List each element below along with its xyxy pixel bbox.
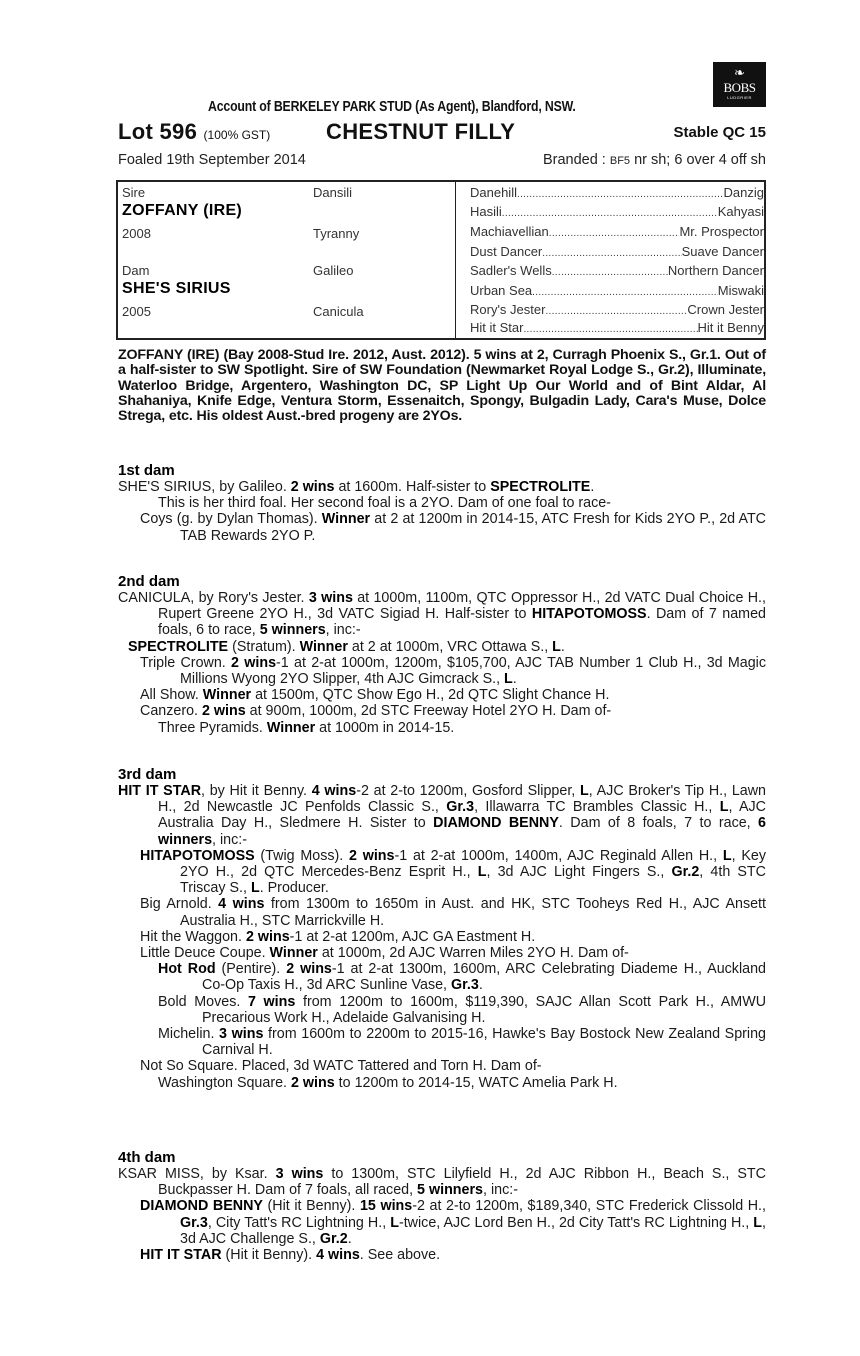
dam-paragraph: CANICULA, by Rory's Jester. 3 wins at 1000m, 1100m, QTC Oppressor H., 2d VATC Dual Choice H., Rupert Greene 2YO H., 3d VATC Sigiad H. Half-sister to HITAPOTOMOSS. Dam of 7 named foals, 6 to race, 5 winners, inc:- xyxy=(118,590,766,639)
progeny-entry: Not So Square. Placed, 3d WATC Tattered and Torn H. Dam of- xyxy=(140,1058,542,1075)
pedigree-divider xyxy=(455,182,456,338)
vendor-account: Account of BERKELEY PARK STUD (As Agent), Blandford, NSW. xyxy=(208,98,576,115)
foaled-date: Foaled 19th September 2014 xyxy=(118,152,306,168)
grand-progeny-entry: Michelin. 3 wins from 1600m to 2200m to 2015-16, Hawke's Bay Bostock New Zealand Spring Carnival H. xyxy=(158,1026,767,1059)
great-grandparent-row: Sadler's Wells ..... Northern Dancer xyxy=(470,263,764,278)
bobs-logo xyxy=(713,62,766,107)
great-grandparent-row: Hasili ..... Kahyasi xyxy=(470,204,764,219)
progeny-entry: Triple Crown. 2 wins-1 at 2-at 1000m, 1200m, $105,700, AJC TAB Number 1 Club H., 3d Magic Millions Wyong 2YO Slipper, 4th AJC Gimcrack S., L. xyxy=(140,654,766,688)
grand-progeny-entry: Bold Moves. 7 wins from 1200m to 1600m, $119,390, SAJC Allan Scott Park H., AMWU Precarious Work H., Adelaide Galvanising H. xyxy=(158,993,767,1026)
great-grandparent-row: Dust Dancer ..... Suave Dancer xyxy=(470,244,764,259)
third-dam-section xyxy=(118,767,766,1091)
sire-summary: ZOFFANY (IRE) (Bay 2008-Stud Ire. 2012, Aust. 2012). 5 wins at 2, Curragh Phoenix S., Gr.1. Out of a half-sister to SW Spotlight. Sire of SW Foundation (Newmarket Royal Lodge S., Gr.2), Illuminate, Waterloo Bridge, Argentero, Washington DC, SP Light Up Our World and of Bint Aldar, Al Shahaniya, Knife Edge, Ventura Storm, Essenaitch, Spongy, Bulgadin Lady, Cara's Muse, Dolce Strega, etc. His oldest Aust.-bred progeny are 2YOs. xyxy=(118,347,766,425)
great-grandparent-row: Machiavellian ..... Mr. Prospector xyxy=(470,224,764,239)
dam-year: 2005 xyxy=(122,304,151,319)
sire-sire: Dansili xyxy=(313,185,353,200)
section-heading: 4th dam xyxy=(118,1149,176,1166)
dam-dam: Canicula xyxy=(313,304,364,319)
dam-paragraph: This is her third foal. Her second foal is a 2YO. Dam of one foal to race- xyxy=(158,495,611,512)
logo-subtext: LUDGRIER xyxy=(727,95,752,100)
progeny-entry: All Show. Winner at 1500m, QTC Show Ego H., 2d QTC Slight Chance H. xyxy=(140,687,610,704)
grand-progeny-entry: Hot Rod (Pentire). 2 wins-1 at 2-at 1300m, 1600m, ARC Celebrating Diademe H., Auckland Co-Op Taxis H., 3d ARC Sunline Vase, Gr.3. xyxy=(158,961,766,994)
lot-header xyxy=(118,119,768,147)
color-sex: CHESTNUT FILLY xyxy=(326,119,516,144)
dam-sire: Galileo xyxy=(313,263,354,278)
fourth-dam-section xyxy=(118,1150,766,1263)
sire-dam: Tyranny xyxy=(313,226,360,241)
branded-label: Branded : xyxy=(542,152,610,168)
pedigree-table xyxy=(116,180,766,340)
lot-number xyxy=(118,119,270,145)
gst-note: (100% GST) xyxy=(203,128,271,142)
stable-location: Stable QC 15 xyxy=(673,124,766,141)
great-grandparent-row: Danehill ..... Danzig xyxy=(470,185,764,200)
dam-paragraph: KSAR MISS, by Ksar. 3 wins to 1300m, STC Lilyfield H., 2d AJC Ribbon H., Beach S., STC Buckpasser H. Dam of 7 foals, all raced, 5 winners, inc:- xyxy=(118,1166,766,1199)
progeny-entry: Hit the Waggon. 2 wins-1 at 2-at 1200m, AJC GA Eastment H. xyxy=(140,928,536,945)
brand-detail: nr sh; 6 over 4 off sh xyxy=(630,152,766,168)
progeny-entry: HITAPOTOMOSS (Twig Moss). 2 wins-1 at 2-at 1000m, 1400m, AJC Reginald Allen H., L, Key 2YO H., 2d QTC Mercedes-Benz Esprit H., L, 3d AJC Light Fingers S., Gr.2, 4th STC Triscay S., L. Producer. xyxy=(140,847,766,897)
great-grandparent-row: Rory's Jester ..... Crown Jester xyxy=(470,302,764,317)
lot-label: Lot 596 xyxy=(118,119,198,144)
section-heading: 2nd dam xyxy=(118,573,180,590)
progeny-entry: Coys (g. by Dylan Thomas). Winner at 2 at 1200m in 2014-15, ATC Fresh for Kids 2YO P., 2d ATC TAB Rewards 2YO P. xyxy=(140,511,767,544)
sire-label: Sire xyxy=(122,185,146,200)
horse-jockey-icon: ❧ xyxy=(734,65,745,80)
dam-label: Dam xyxy=(122,263,150,278)
first-dam-section xyxy=(118,463,766,544)
logo-text: BOBS xyxy=(723,80,756,95)
progeny-entry: SPECTROLITE (Stratum). Winner at 2 at 1000m, VRC Ottawa S., L. xyxy=(128,638,565,655)
grand-progeny-entry: Three Pyramids. Winner at 1000m in 2014-15. xyxy=(158,719,455,736)
progeny-entry: Little Deuce Coupe. Winner at 1000m, 2d AJC Warren Miles 2YO H. Dam of- xyxy=(140,945,629,962)
great-grandparent-row: Hit it Star ..... Hit it Benny xyxy=(470,320,764,335)
sire-year: 2008 xyxy=(122,226,151,241)
great-grandparent-row: Urban Sea ..... Miswaki xyxy=(470,283,764,298)
sire-name: ZOFFANY (IRE) xyxy=(122,202,243,219)
grand-progeny-entry: Washington Square. 2 wins to 1200m to 2014-15, WATC Amelia Park H. xyxy=(158,1074,618,1091)
section-heading: 1st dam xyxy=(118,462,175,479)
dam-name: SHE'S SIRIUS xyxy=(122,280,231,297)
progeny-entry: Canzero. 2 wins at 900m, 1000m, 2d STC Freeway Hotel 2YO H. Dam of- xyxy=(140,703,612,720)
second-dam-section xyxy=(118,574,766,736)
progeny-entry: HIT IT STAR (Hit it Benny). 4 wins. See above. xyxy=(140,1247,441,1264)
brand-mark: BF5 xyxy=(609,155,631,167)
progeny-entry: DIAMOND BENNY (Hit it Benny). 15 wins-2 at 2-to 1200m, $189,340, STC Frederick Clissold H., Gr.3, City Tatt's RC Lightning H., L-twice, AJC Lord Ben H., 2d City Tatt's RC Lightning H., L, 3d AJC Challenge S., Gr.2. xyxy=(140,1198,766,1247)
dam-paragraph: HIT IT STAR, by Hit it Benny. 4 wins-2 at 2-to 1200m, Gosford Slipper, L, AJC Broker's Tip H., Lawn H., 2d Newcastle JC Penfolds Classic S., Gr.3, Illawarra TC Brambles Classic H., L, AJC Australia Day H., Sledmere H. Sister to DIAMOND BENNY. Dam of 8 foals, 7 to race, 6 winners, inc:- xyxy=(118,783,767,848)
dam-paragraph: SHE'S SIRIUS, by Galileo. 2 wins at 1600m. Half-sister to SPECTROLITE. xyxy=(118,479,595,495)
section-heading: 3rd dam xyxy=(118,766,177,783)
progeny-entry: Big Arnold. 4 wins from 1300m to 1650m in Aust. and HK, STC Tooheys Red H., AJC Ansett Australia H., STC Marrickville H. xyxy=(140,896,766,929)
branded-info xyxy=(543,152,766,168)
